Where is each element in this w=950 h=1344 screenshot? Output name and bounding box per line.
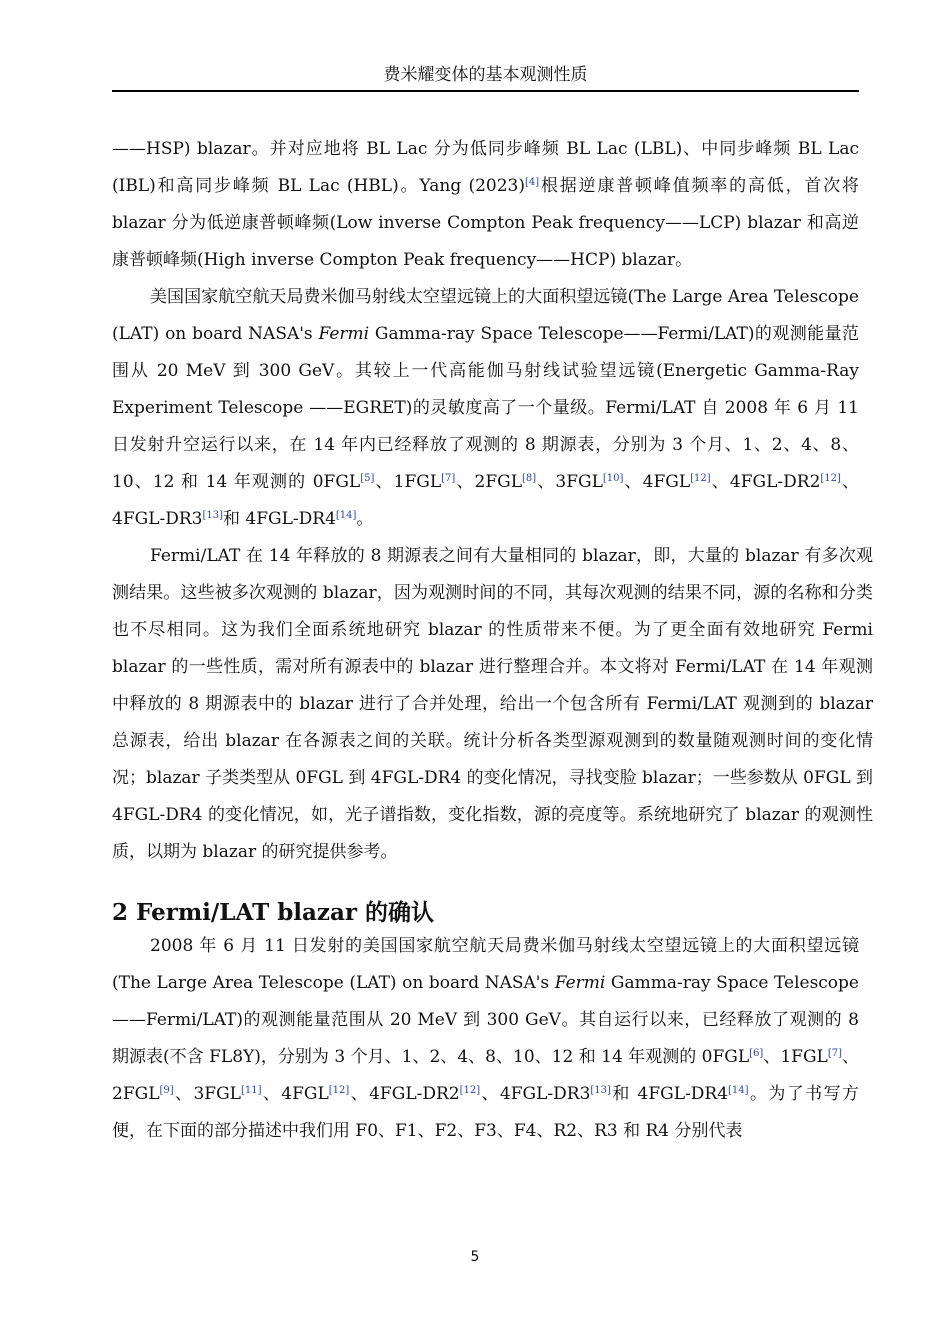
text-run: 和 4FGL-DR4 (223, 509, 336, 529)
citation-link[interactable]: [5] (360, 473, 375, 484)
text-run: 美国国家航空航天局费米伽马射线太空望远镜上的大面积望远镜(The Large Area Telescope (LAT) on board NASA's (112, 287, 859, 344)
paragraph-2 (112, 279, 859, 538)
text-run: Gamma-ray Space Telescope——Fermi/LAT)的观测能量范围从 20 MeV 到 300 GeV。其较上一代高能伽马射线试验望远镜(Energetic Gamma-Ray Experiment Telescope ——EGRET)的灵敏度高了一个量级。Fermi/LAT 自 2008 年 6 月 11 日发射升空运行以来，在 14 年内已经释放了观测的 8 期源表，分别为 3 个月、1、2、4、8、10、12 和 14 年观测的 0FGL (112, 324, 859, 492)
text-run: 、3FGL (536, 472, 603, 492)
citation-link[interactable]: [7] (827, 1048, 842, 1059)
italic-term: Fermi (318, 324, 370, 344)
text-run: 和 4FGL-DR4 (610, 1084, 729, 1104)
section-heading: 2 Fermi/LAT blazar 的确认 (112, 899, 434, 926)
text-run: 、4FGL-DR3 (480, 1084, 591, 1104)
text-run: 、1FGL (763, 1047, 828, 1067)
citation-link[interactable]: [14] (335, 510, 357, 521)
citation-link[interactable]: [12] (328, 1085, 350, 1096)
italic-term: Fermi (554, 973, 606, 993)
citation-link[interactable]: [9] (159, 1085, 174, 1096)
text-run: 。为了书写方便，在下面的部分描述中我们用 F0、F1、F2、F3、F4、R2、R3 和 R4 分别代表 (112, 1084, 859, 1141)
text-run: 、1FGL (374, 472, 442, 492)
text-run: 、4FGL (623, 472, 691, 492)
citation-link[interactable]: [11] (240, 1085, 262, 1096)
citation-link[interactable]: [7] (441, 473, 456, 484)
text-run: 、4FGL-DR3 (112, 472, 860, 529)
paragraph-4 (112, 928, 859, 1150)
text-run: 、4FGL (261, 1084, 329, 1104)
citation-link[interactable]: [4] (524, 177, 540, 188)
text-run: 、2FGL (455, 472, 523, 492)
citation-link[interactable]: [8] (522, 473, 537, 484)
running-header: 费米耀变体的基本观测性质 (112, 62, 859, 92)
text-run: ——HSP) blazar。并对应地将 BL Lac 分为低同步峰频 BL Lac (LBL)、中同步峰频 BL Lac (IBL)和高同步峰频 BL Lac (HBL)。Yang (2023) (112, 139, 859, 196)
citation-link[interactable]: [13] (590, 1085, 611, 1096)
page-number: 5 (470, 1249, 480, 1265)
text-run: 、3FGL (173, 1084, 241, 1104)
text-run: 、4FGL-DR2 (710, 472, 821, 492)
text-run: 、2FGL (112, 1047, 860, 1104)
citation-link[interactable]: [12] (690, 473, 711, 484)
main-text (112, 131, 874, 1150)
citation-link[interactable]: [12] (459, 1085, 481, 1096)
text-run: 、4FGL-DR2 (349, 1084, 460, 1104)
citation-link[interactable]: [12] (820, 473, 841, 484)
text-run: Gamma-ray Space Telescope——Fermi/LAT)的观测能量范围从 20 MeV 到 300 GeV。其自运行以来，已经释放了观测的 8 期源表(不含 FL8Y)，分别为 3 个月、1、2、4、8、10、12 和 14 年观测的 0FGL (112, 973, 859, 1067)
text-run: 根据逆康普顿峰值频率的高低，首次将 blazar 分为低逆康普顿峰频(Low inverse Compton Peak frequency——LCP) blazar 和高逆康普顿峰频(High inverse Compton Peak frequency——HCP) blazar。 (112, 176, 860, 270)
citation-link[interactable]: [14] (728, 1085, 749, 1096)
citation-link[interactable]: [13] (202, 510, 224, 521)
citation-link[interactable]: [10] (602, 473, 624, 484)
text-run: 。 (356, 509, 374, 529)
citation-link[interactable]: [6] (749, 1048, 764, 1059)
paragraph-1 (112, 131, 859, 279)
paragraph-3: Fermi/LAT 在 14 年释放的 8 期源表之间有大量相同的 blazar，即，大量的 blazar 有多次观测结果。这些被多次观测的 blazar，因为观测时间的不同，其每次观测的结果不同，源的名称和分类也不尽相同。这为我们全面系统地研究 blazar 的性质带来不便。为了更全面有效地研究 Fermi blazar 的一些性质，需对所有源表中的 blazar 进行整理合并。本文将对 Fermi/LAT 在 14 年观测中释放的 8 期源表中的 blazar 进行了合并处理，给出一个包含所有 Fermi/LAT 观测到的 blazar 总源表，给出 blazar 在各源表之间的关联。统计分析各类型源观测到的数量随观测时间的变化情况；blazar 子类类型从 0FGL 到 4FGL-DR4 的变化情况，寻找变脸 blazar；一些参数从 0FGL 到 4FGL-DR4 的变化情况，如，光子谱指数，变化指数，源的亮度等。系统地研究了 blazar 的观测性质，以期为 blazar 的研究提供参考。 (112, 546, 874, 862)
text-run: 2008 年 6 月 11 日发射的美国国家航空航天局费米伽马射线太空望远镜上的大面积望远镜(The Large Area Telescope (LAT) on board NASA's (112, 936, 859, 993)
